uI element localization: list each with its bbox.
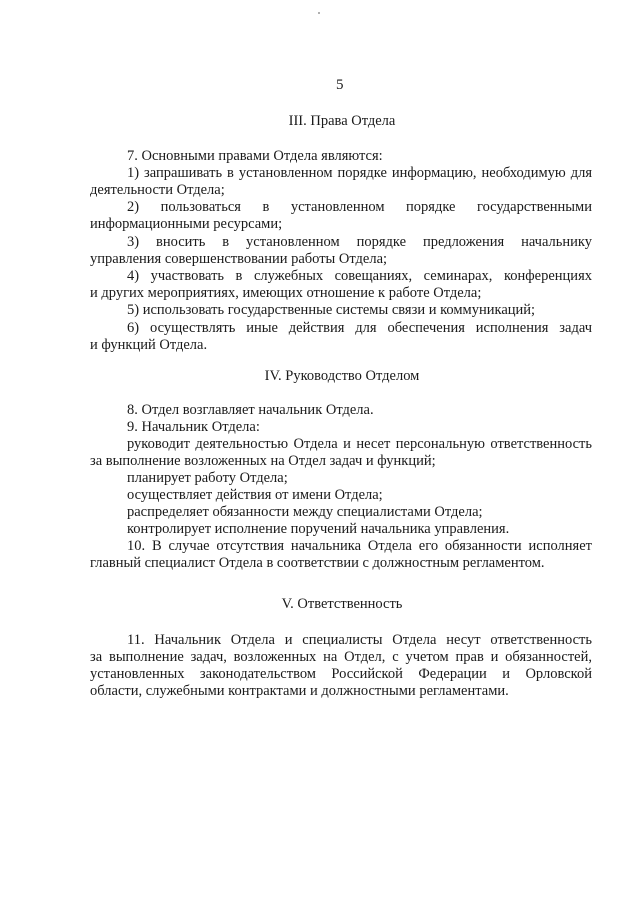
paragraph-line: 4) участвовать в служебных совещаниях, семинарах, конференциях xyxy=(127,268,592,284)
paragraph-line: области, служебными контрактами и должностными регламентами. xyxy=(90,683,509,699)
paragraph-line: деятельности Отдела; xyxy=(90,182,225,198)
paragraph-line: 9. Начальник Отдела: xyxy=(127,419,260,435)
paragraph-line: 5) использовать государственные системы связи и коммуникаций; xyxy=(127,302,536,318)
section-heading-rights: III. Права Отдела xyxy=(288,113,396,129)
paragraph-line: главный специалист Отдела в соответствии с должностным регламентом. xyxy=(90,555,545,571)
paragraph-line: информационными ресурсами; xyxy=(90,216,283,232)
paragraph-line: управления совершенствовании работы Отдела; xyxy=(90,251,388,267)
paragraph-line: распределяет обязанности между специалистами Отдела; xyxy=(127,504,483,520)
page-number: 5 xyxy=(336,77,344,93)
paragraph-line: 2) пользоваться в установленном порядке государственными xyxy=(127,199,592,215)
paragraph-line: 3) вносить в установленном порядке предложения начальнику xyxy=(127,234,592,250)
paragraph-line: 8. Отдел возглавляет начальник Отдела. xyxy=(127,402,374,418)
paragraph-line: контролирует исполнение поручений начальника управления. xyxy=(127,521,510,537)
paragraph-line: за выполнение задач, возложенных на Отдел, с учетом прав и обязанностей, xyxy=(90,649,592,665)
paragraph-line: 7. Основными правами Отдела являются: xyxy=(127,148,383,164)
section-heading-management: IV. Руководство Отделом xyxy=(264,368,420,384)
paragraph-line: планирует работу Отдела; xyxy=(127,470,288,486)
paragraph-line: осуществляет действия от имени Отдела; xyxy=(127,487,383,503)
paragraph-line: и других мероприятиях, имеющих отношение к работе Отдела; xyxy=(90,285,482,301)
paragraph-line: 11. Начальник Отдела и специалисты Отдела несут ответственность xyxy=(127,632,592,648)
paragraph-line: установленных законодательством Российской Федерации и Орловской xyxy=(90,666,592,682)
paragraph-line: за выполнение возложенных на Отдел задач и функций; xyxy=(90,453,436,469)
paragraph-line: 10. В случае отсутствия начальника Отдела его обязанности исполняет xyxy=(127,538,592,554)
paragraph-line: 1) запрашивать в установленном порядке информацию, необходимую для xyxy=(127,165,592,181)
paragraph-line: и функций Отдела. xyxy=(90,337,208,353)
paragraph-line: руководит деятельностью Отдела и несет персональную ответственность xyxy=(127,436,592,452)
scan-artifact xyxy=(318,12,320,14)
section-heading-responsibility: V. Ответственность xyxy=(281,596,403,612)
paragraph-line: 6) осуществлять иные действия для обеспечения исполнения задач xyxy=(127,320,592,336)
